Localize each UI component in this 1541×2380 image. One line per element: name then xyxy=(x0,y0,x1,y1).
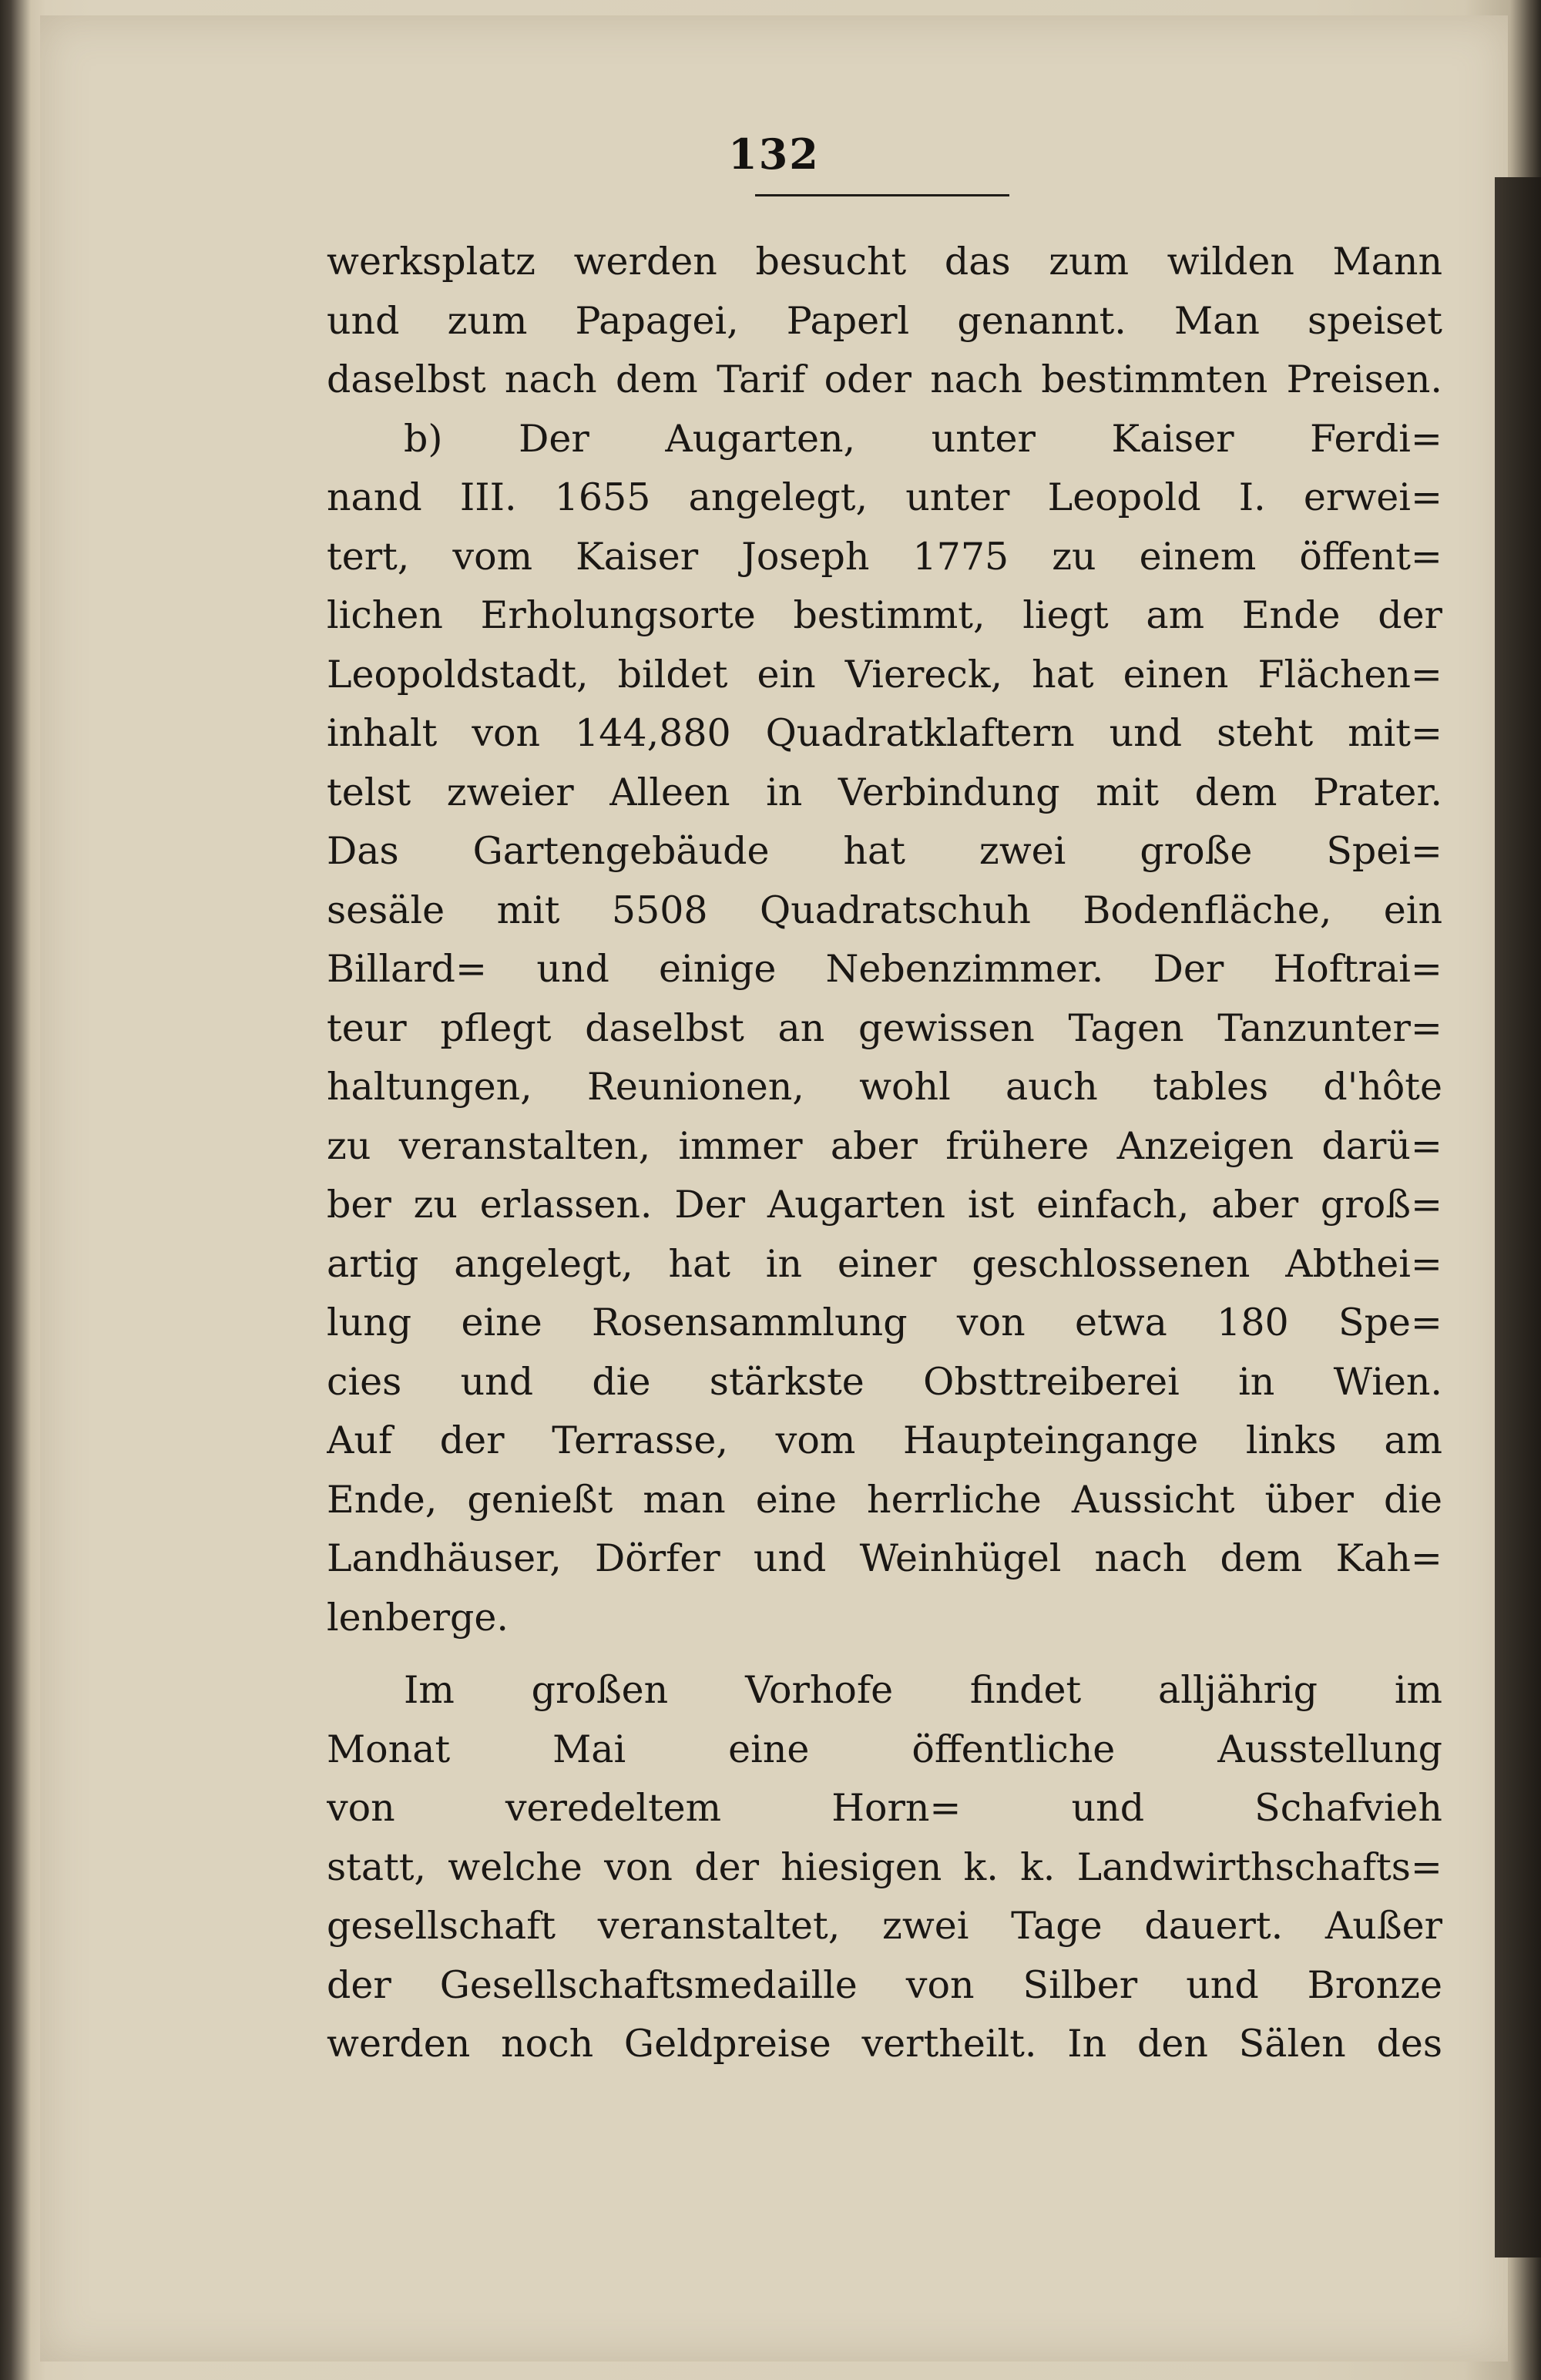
text-line: Leopoldstadt, bildet ein Viereck, hat einen Flächen= xyxy=(327,652,1442,697)
text-line: Billard= und einige Nebenzimmer. Der Hoftrai= xyxy=(327,947,1442,991)
text-line: gesellschaft veranstaltet, zwei Tage dauert. Außer xyxy=(327,1904,1442,1948)
text-line: Im großen Vorhofe findet alljährig im xyxy=(404,1668,1442,1712)
text-line: b) Der Augarten, unter Kaiser Ferdi= xyxy=(404,416,1442,461)
text-line: und zum Papagei, Paperl genannt. Man speiset xyxy=(327,298,1442,343)
text-line: haltungen, Reunionen, wohl auch tables d'hôte xyxy=(327,1065,1442,1109)
text-line: von veredeltem Horn= und Schafvieh xyxy=(327,1786,1442,1830)
header-rule xyxy=(755,194,1009,196)
text-line: lenberge. xyxy=(327,1595,509,1640)
text-line: Ende, genießt man eine herrliche Aussicht über die xyxy=(327,1477,1442,1522)
text-line: Landhäuser, Dörfer und Weinhügel nach dem Kah= xyxy=(327,1536,1442,1580)
text-line: sesäle mit 5508 Quadratschuh Bodenfläche, ein xyxy=(327,888,1442,932)
text-line: lichen Erholungsorte bestimmt, liegt am Ende der xyxy=(327,593,1442,637)
page-number: 132 xyxy=(728,129,820,179)
text-line: teur pflegt daselbst an gewissen Tagen Tanzunter= xyxy=(327,1005,1442,1050)
text-line: Auf der Terrasse, vom Haupteingange links am xyxy=(327,1418,1442,1462)
text-line: cies und die stärkste Obsttreiberei in Wien. xyxy=(327,1359,1442,1404)
paragraph-gap xyxy=(327,1647,1442,1661)
text-line: inhalt von 144,880 Quadratklaftern und steht mit= xyxy=(327,711,1442,755)
body-text xyxy=(327,233,1442,2074)
text-line: Das Gartengebäude hat zwei große Spei= xyxy=(327,829,1442,873)
text-line: der Gesellschaftsmedaille von Silber und Bronze xyxy=(327,1962,1442,2007)
text-line: lung eine Rosensammlung von etwa 180 Spe= xyxy=(327,1301,1442,1344)
text-line: tert, vom Kaiser Joseph 1775 zu einem öffent= xyxy=(327,534,1442,579)
text-line: telst zweier Alleen in Verbindung mit dem Prater. xyxy=(327,770,1442,814)
text-line: zu veranstalten, immer aber frühere Anzeigen darü= xyxy=(327,1123,1442,1168)
book-edge-shadow xyxy=(1495,177,1541,2257)
text-line: daselbst nach dem Tarif oder nach bestimmten Preisen. xyxy=(327,358,1442,401)
page-paper xyxy=(40,15,1508,2362)
text-line: artig angelegt, hat in einer geschlossenen Abthei= xyxy=(327,1241,1442,1286)
text-line: werden noch Geldpreise vertheilt. In den Sälen des xyxy=(327,2022,1442,2066)
text-line: werksplatz werden besucht das zum wilden Mann xyxy=(327,240,1442,284)
text-line: statt, welche von der hiesigen k. k. Landwirthschafts= xyxy=(327,1845,1442,1889)
text-line: Monat Mai eine öffentliche Ausstellung xyxy=(327,1727,1442,1771)
text-line: nand III. 1655 angelegt, unter Leopold I. erwei= xyxy=(327,475,1442,519)
text-line: ber zu erlassen. Der Augarten ist einfach, aber groß= xyxy=(327,1183,1442,1227)
